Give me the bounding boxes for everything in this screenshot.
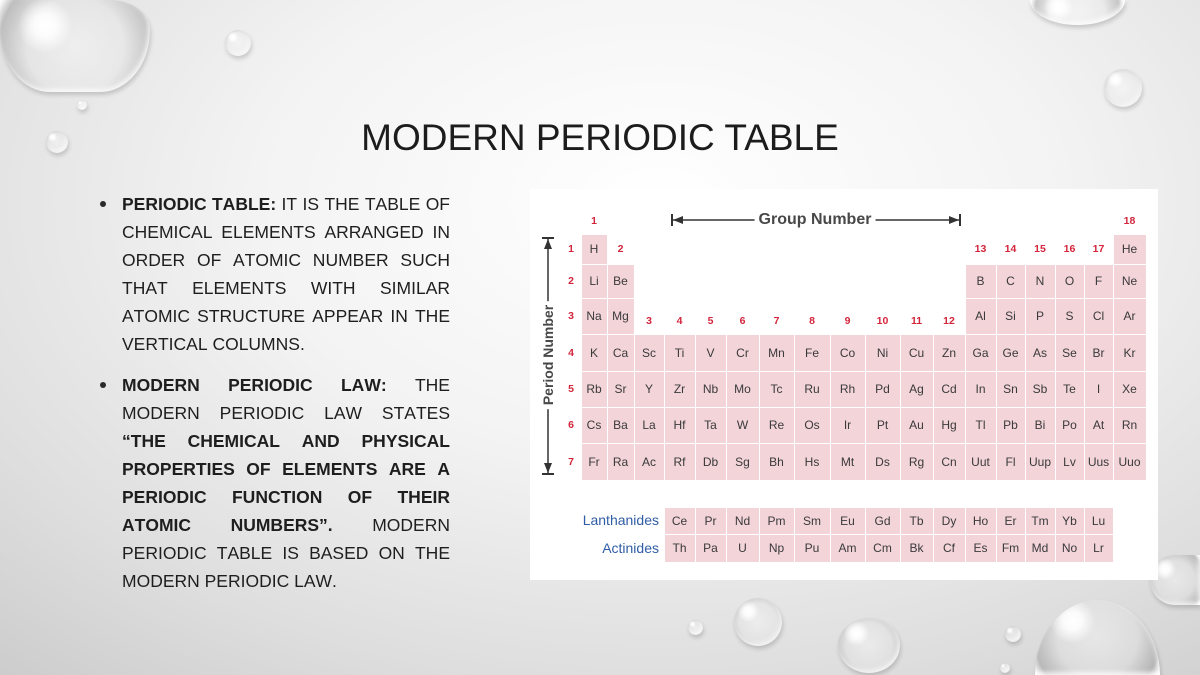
water-droplet [225, 30, 251, 56]
group-number-label: 4 [676, 314, 683, 327]
element-cell-ra: Ra [608, 444, 634, 480]
bullet-text: THE MODERN PERIODIC LAW STATES [122, 375, 450, 423]
element-cell-sc: Sc [635, 335, 664, 371]
element-cell-v: V [696, 335, 726, 371]
water-droplet [0, 0, 150, 92]
group-number-label: 18 [1123, 214, 1136, 227]
element-cell-cs: Cs [582, 408, 607, 443]
periodic-table-image [530, 189, 1158, 580]
series-element-cell-tb: Tb [901, 508, 933, 534]
element-cell-zn: Zn [934, 335, 965, 371]
element-cell-kr: Kr [1114, 335, 1146, 371]
element-cell-ag: Ag [901, 372, 933, 407]
element-cell-be: Be [608, 265, 634, 298]
period-number-label: 2 [568, 274, 574, 287]
period-arrow-top-head [544, 239, 552, 249]
element-cell-sn: Sn [997, 372, 1025, 407]
element-cell-as: As [1026, 335, 1055, 371]
element-cell-na: Na [582, 299, 607, 334]
series-element-cell-cf: Cf [934, 535, 965, 562]
group-number-label: 10 [876, 314, 889, 327]
element-cell-w: W [727, 408, 759, 443]
bullet-term: MODERN PERIODIC LAW: [122, 375, 387, 395]
element-cell-rn: Rn [1114, 408, 1146, 443]
element-cell-mg: Mg [608, 299, 634, 334]
group-number-label: 11 [910, 314, 923, 327]
group-number-label: 6 [739, 314, 746, 327]
element-cell-rg: Rg [901, 444, 933, 480]
element-cell-sg: Sg [727, 444, 759, 480]
element-cell-ne: Ne [1114, 265, 1146, 298]
period-arrow-bottom-head [544, 463, 552, 473]
series-element-cell-nd: Nd [727, 508, 759, 534]
element-cell-os: Os [795, 408, 830, 443]
group-number-label: 17 [1092, 242, 1105, 255]
element-cell-hf: Hf [665, 408, 695, 443]
element-cell-ir: Ir [831, 408, 865, 443]
period-number-label: 4 [568, 346, 574, 359]
element-cell-ds: Ds [866, 444, 900, 480]
element-cell-cl: Cl [1085, 299, 1113, 334]
element-cell-ba: Ba [608, 408, 634, 443]
series-element-cell-sm: Sm [795, 508, 830, 534]
bullet-item [122, 371, 450, 595]
element-cell-k: K [582, 335, 607, 371]
element-cell-at: At [1085, 408, 1113, 443]
element-cell-hs: Hs [795, 444, 830, 480]
period-number-label: 7 [568, 455, 574, 468]
element-cell-o: O [1056, 265, 1084, 298]
series-element-cell-pr: Pr [696, 508, 726, 534]
group-number-label: 1 [591, 214, 597, 227]
period-number-label: 1 [568, 242, 574, 255]
element-cell-h: H [582, 235, 607, 264]
series-element-cell-bk: Bk [901, 535, 933, 562]
element-cell-f: F [1085, 265, 1113, 298]
series-element-cell-dy: Dy [934, 508, 965, 534]
bullet-list [122, 190, 450, 608]
series-element-cell-pm: Pm [760, 508, 794, 534]
element-cell-b: B [966, 265, 996, 298]
series-element-cell-pa: Pa [696, 535, 726, 562]
water-droplet [838, 618, 900, 673]
series-element-cell-es: Es [966, 535, 996, 562]
element-cell-hg: Hg [934, 408, 965, 443]
water-droplet [1104, 69, 1142, 107]
element-cell-tl: Tl [966, 408, 996, 443]
series-element-cell-gd: Gd [866, 508, 900, 534]
series-element-cell-ce: Ce [665, 508, 695, 534]
element-cell-in: In [966, 372, 996, 407]
water-droplet [1000, 663, 1010, 673]
bullet-text: MODERN PERIODIC TABLE IS BASED ON THE MODERN PERIODIC LAW. [122, 515, 451, 591]
element-cell-se: Se [1056, 335, 1084, 371]
element-cell-ti: Ti [665, 335, 695, 371]
element-cell-ac: Ac [635, 444, 664, 480]
element-cell-n: N [1026, 265, 1055, 298]
periodic-law-quote: “THE CHEMICAL AND PHYSICAL PROPERTIES OF ELEMENTS ARE A PERIODIC FUNCTION OF THEIR ATOMIC NUMBERS”. [122, 431, 450, 535]
element-cell-p: P [1026, 299, 1055, 334]
group-axis-label: Group Number [755, 211, 876, 229]
element-cell-ge: Ge [997, 335, 1025, 371]
period-number-label: 3 [568, 309, 574, 322]
series-element-cell-am: Am [831, 535, 865, 562]
element-cell-uup: Uup [1026, 444, 1055, 480]
water-droplet [1030, 0, 1125, 25]
series-element-cell-u: U [727, 535, 759, 562]
element-cell-rb: Rb [582, 372, 607, 407]
element-cell-ni: Ni [866, 335, 900, 371]
element-cell-mt: Mt [831, 444, 865, 480]
series-element-cell-fm: Fm [997, 535, 1025, 562]
slide-title: MODERN PERIODIC TABLE [361, 117, 839, 158]
bullet-term: PERIODIC TABLE: [122, 194, 277, 214]
series-element-cell-lr: Lr [1085, 535, 1113, 562]
element-cell-pd: Pd [866, 372, 900, 407]
element-cell-zr: Zr [665, 372, 695, 407]
element-cell-al: Al [966, 299, 996, 334]
bullet-text: IT IS THE TABLE OF CHEMICAL ELEMENTS ARRANGED IN ORDER OF ATOMIC NUMBER SUCH THAT ELEMENTS WITH SIMILAR ATOMIC STRUCTURE APPEAR IN THE VERTICAL COLUMNS. [122, 194, 450, 354]
water-droplet [77, 100, 87, 110]
period-number-label: 5 [568, 382, 574, 395]
element-cell-sr: Sr [608, 372, 634, 407]
series-element-cell-tm: Tm [1026, 508, 1055, 534]
element-cell-pb: Pb [997, 408, 1025, 443]
element-cell-fl: Fl [997, 444, 1025, 480]
group-number-label: 2 [617, 242, 624, 255]
element-cell-tc: Tc [760, 372, 794, 407]
element-cell-fe: Fe [795, 335, 830, 371]
element-cell-db: Db [696, 444, 726, 480]
series-element-cell-np: Np [760, 535, 794, 562]
series-element-cell-ho: Ho [966, 508, 996, 534]
bullet-icon [100, 382, 106, 388]
element-cell-br: Br [1085, 335, 1113, 371]
group-number-label: 14 [1004, 242, 1017, 255]
group-number-label: 16 [1063, 242, 1076, 255]
group-number-label: 7 [773, 314, 780, 327]
bullet-item [122, 190, 450, 358]
water-droplet [734, 598, 782, 646]
element-cell-bh: Bh [760, 444, 794, 480]
element-cell-rh: Rh [831, 372, 865, 407]
element-cell-pt: Pt [866, 408, 900, 443]
element-cell-po: Po [1056, 408, 1084, 443]
element-cell-mo: Mo [727, 372, 759, 407]
water-droplet [1005, 626, 1021, 642]
element-cell-la: La [635, 408, 664, 443]
element-cell-bi: Bi [1026, 408, 1055, 443]
element-cell-au: Au [901, 408, 933, 443]
element-cell-s: S [1056, 299, 1084, 334]
element-cell-uut: Uut [966, 444, 996, 480]
element-cell-cd: Cd [934, 372, 965, 407]
series-element-cell-pu: Pu [795, 535, 830, 562]
element-cell-nb: Nb [696, 372, 726, 407]
element-cell-mn: Mn [760, 335, 794, 371]
group-arrow-left-head [673, 216, 683, 224]
actinides-label: Actinides [602, 540, 659, 556]
group-number-label: 9 [844, 314, 851, 327]
element-cell-lv: Lv [1056, 444, 1084, 480]
series-element-cell-th: Th [665, 535, 695, 562]
element-cell-uuo: Uuo [1114, 444, 1146, 480]
element-cell-ru: Ru [795, 372, 830, 407]
element-cell-he: He [1114, 235, 1146, 264]
element-cell-co: Co [831, 335, 865, 371]
series-element-cell-md: Md [1026, 535, 1055, 562]
series-element-cell-lu: Lu [1085, 508, 1113, 534]
element-cell-te: Te [1056, 372, 1084, 407]
element-cell-i: I [1085, 372, 1113, 407]
series-element-cell-eu: Eu [831, 508, 865, 534]
water-droplet [1035, 600, 1160, 675]
element-cell-cu: Cu [901, 335, 933, 371]
period-number-label: 6 [568, 418, 574, 431]
series-element-cell-no: No [1056, 535, 1084, 562]
bullet-icon [100, 201, 106, 207]
element-cell-c: C [997, 265, 1025, 298]
group-number-label: 12 [943, 314, 955, 327]
element-cell-xe: Xe [1114, 372, 1146, 407]
lanthanides-label: Lanthanides [582, 512, 659, 528]
group-number-label: 3 [646, 314, 652, 327]
element-cell-ta: Ta [696, 408, 726, 443]
element-cell-li: Li [582, 265, 607, 298]
water-droplet [688, 620, 703, 635]
element-cell-sb: Sb [1026, 372, 1055, 407]
element-cell-re: Re [760, 408, 794, 443]
element-cell-si: Si [997, 299, 1025, 334]
element-cell-y: Y [635, 372, 664, 407]
group-number-label: 15 [1034, 242, 1046, 255]
element-cell-ar: Ar [1114, 299, 1146, 334]
series-element-cell-yb: Yb [1056, 508, 1084, 534]
group-number-label: 8 [809, 314, 815, 327]
series-element-cell-cm: Cm [866, 535, 900, 562]
series-element-cell-er: Er [997, 508, 1025, 534]
element-cell-uus: Uus [1085, 444, 1113, 480]
element-cell-cn: Cn [934, 444, 965, 480]
group-number-label: 13 [974, 242, 987, 255]
element-cell-ca: Ca [608, 335, 634, 371]
element-cell-cr: Cr [727, 335, 759, 371]
group-arrow-right-head [949, 216, 959, 224]
element-cell-rf: Rf [665, 444, 695, 480]
period-axis-label: Period Number [539, 301, 557, 409]
group-number-label: 5 [707, 314, 714, 327]
element-cell-fr: Fr [582, 444, 607, 480]
element-cell-ga: Ga [966, 335, 996, 371]
